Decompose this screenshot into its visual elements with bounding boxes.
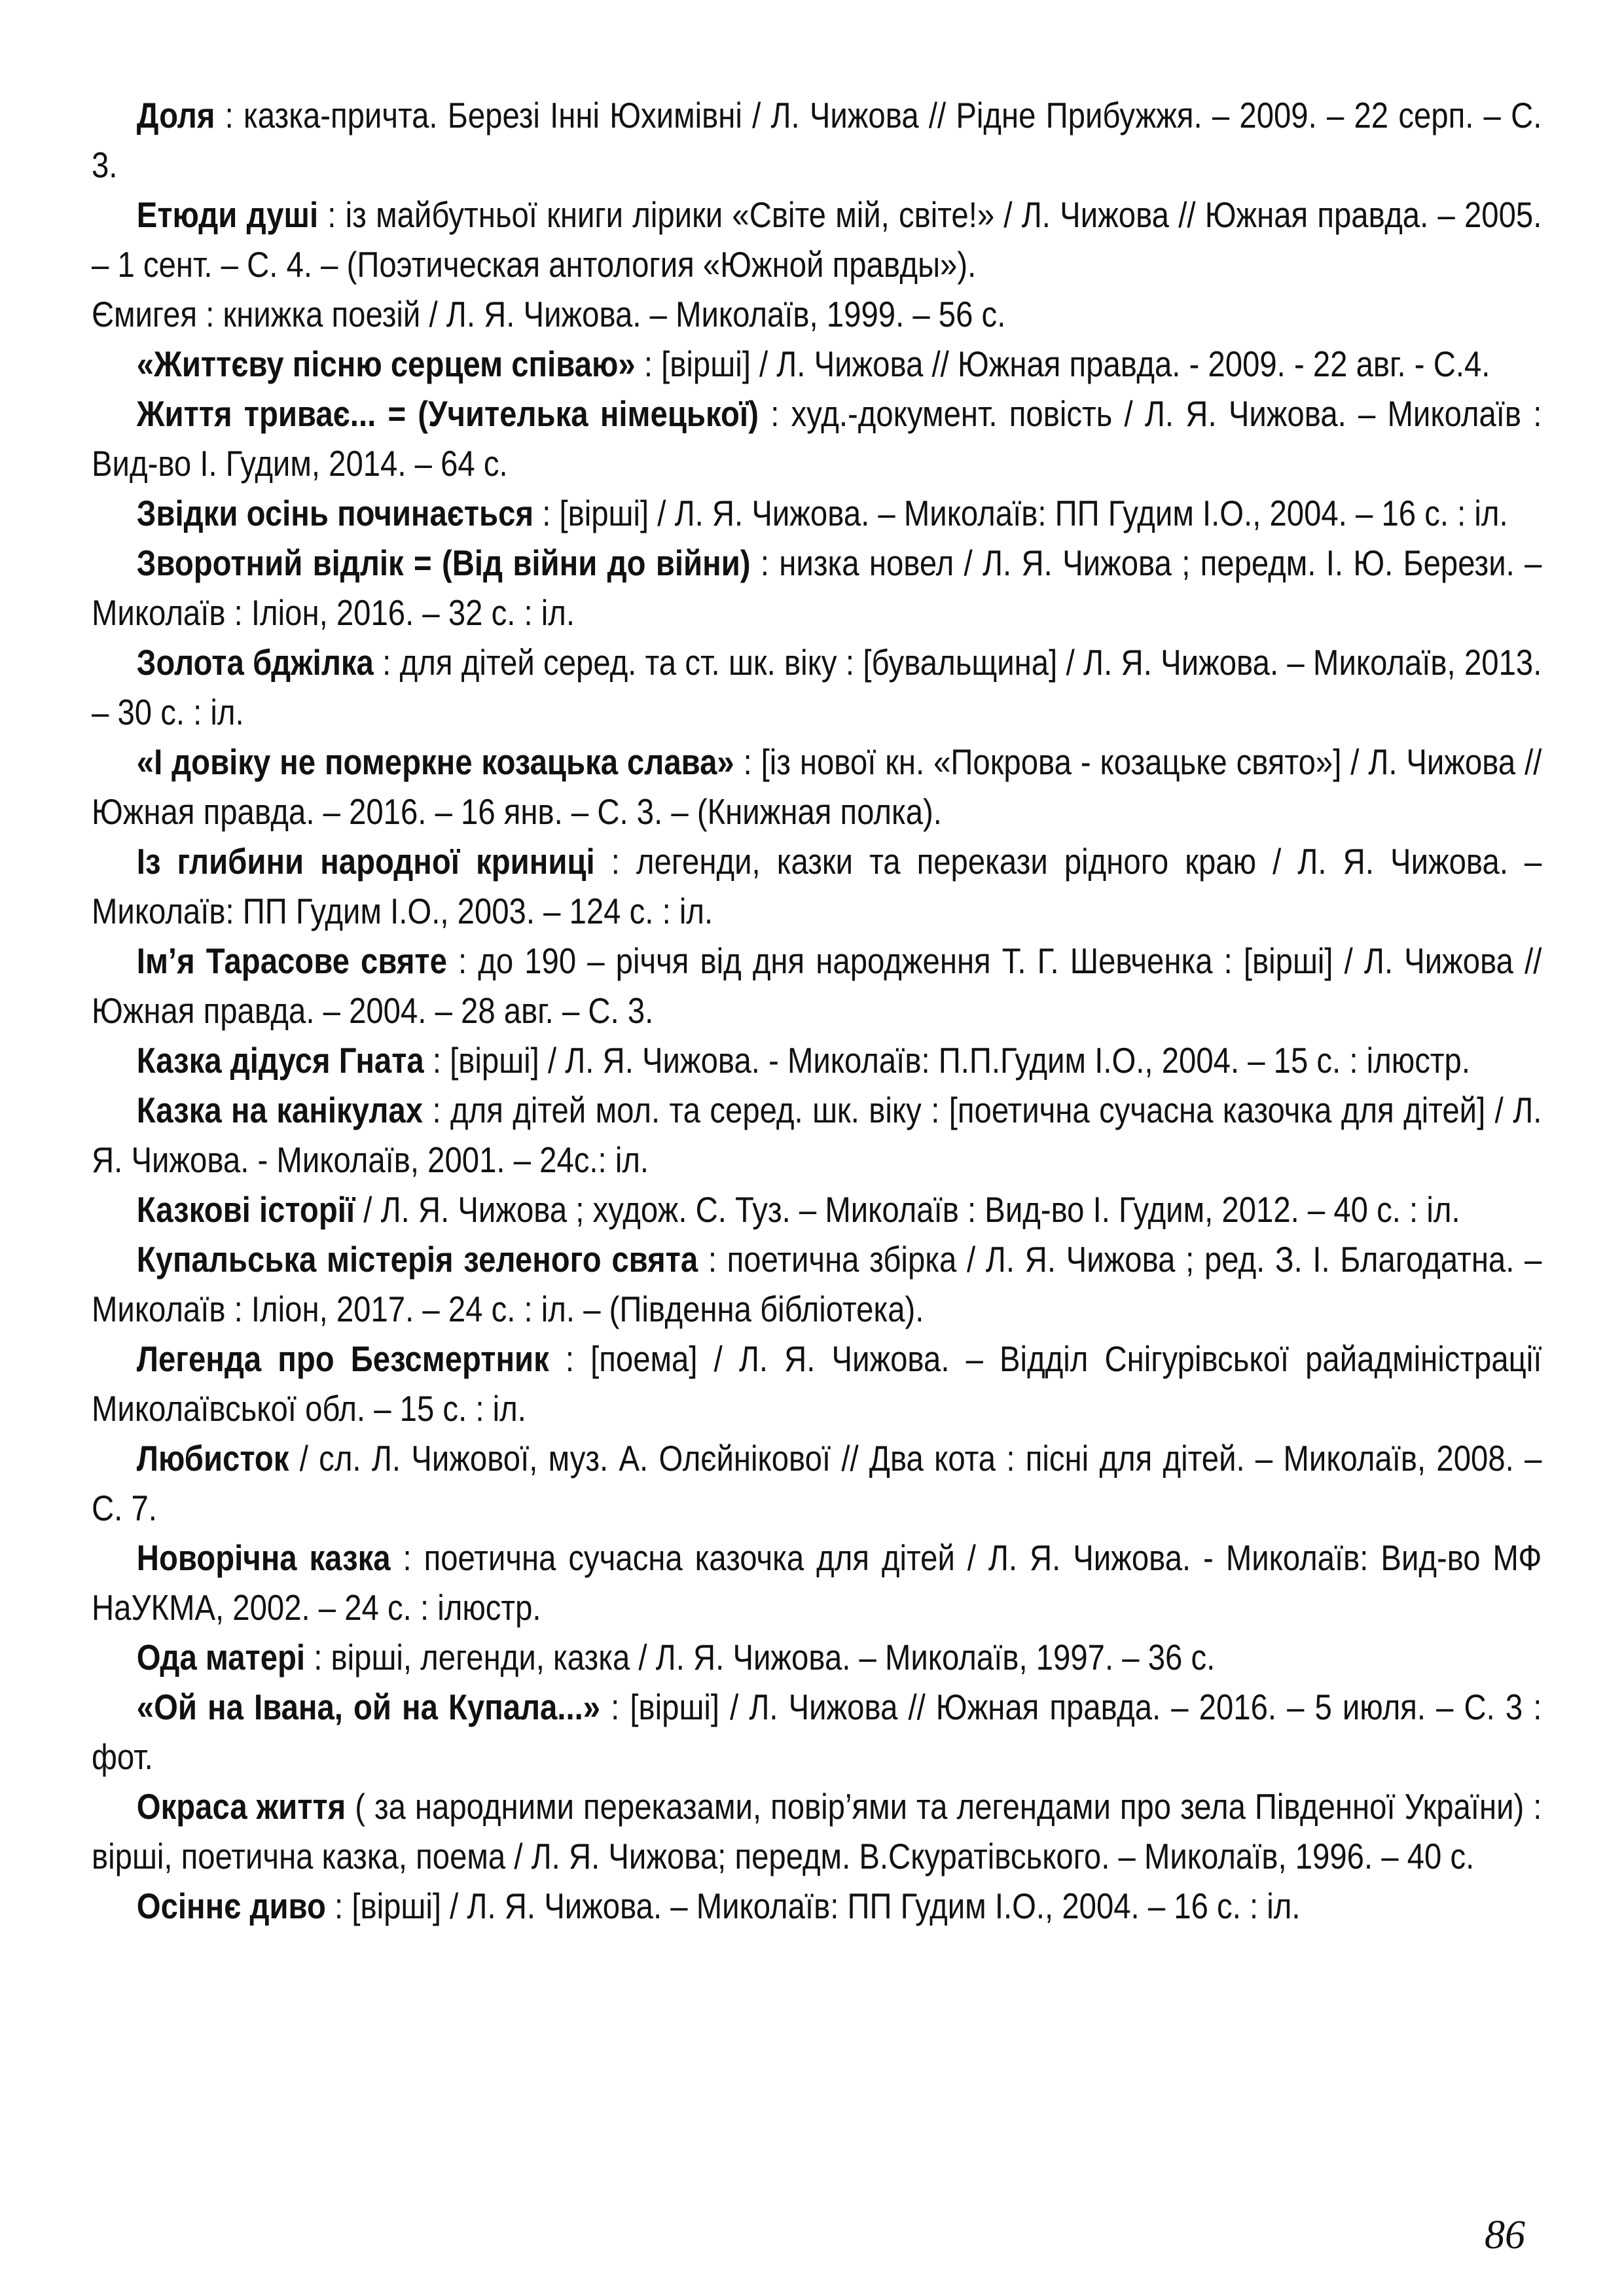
entry-okrasa-zhyttia	[92, 1782, 1542, 1881]
entry-description: : вірші, легенди, казка / Л. Я. Чижова. – Миколаїв, 1997. – 36 с.	[305, 1637, 1216, 1677]
entry-description: / сл. Л. Чижової, муз. А. Олєйнікової // Два кота : пісні для дітей. – Миколаїв, 2008. – С. 7.	[92, 1438, 1542, 1528]
entry-description: : казка-причта. Березі Інні Юхимівні / Л. Чижова // Рідне Прибужжя. – 2009. – 22 серп. – С. 3.	[92, 95, 1542, 185]
entry-zvidky-osin	[92, 488, 1542, 538]
entry-i-doviku	[92, 737, 1542, 836]
entry-title: Ода матері	[136, 1637, 306, 1677]
bibliography-list	[92, 90, 1542, 1931]
entry-title: «Життєву пісню серцем співаю»	[136, 344, 636, 384]
entry-description: : легенди, казки та перекази рідного краю / Л. Я. Чижова. – Миколаїв: ПП Гудим І.О., 2003. – 124 с. : іл.	[92, 841, 1542, 931]
entry-description: : [вірші] / Л. Я. Чижова. – Миколаїв: ПП Гудим І.О., 2004. – 16 с. : іл.	[325, 1886, 1301, 1926]
entry-description: : [вірші] / Л. Я. Чижова. - Миколаїв: П.П.Гудим І.О., 2004. – 15 с. : ілюстр.	[424, 1040, 1470, 1081]
entry-imia-tarasove	[92, 936, 1542, 1035]
entry-title: Окраса життя	[136, 1786, 346, 1827]
entry-description: : для дітей мол. та серед. шк. віку : [поетична сучасна казочка для дітей] / Л. Я. Чижова. - Миколаїв, 2001. – 24с.: іл.	[92, 1090, 1542, 1180]
page-number: 86	[1485, 2213, 1525, 2257]
entry-description: / Л. Я. Чижова ; худож. С. Туз. – Миколаїв : Вид-во І. Гудим, 2012. – 40 с. : іл.	[355, 1189, 1460, 1230]
entry-kupalska-misteriia	[92, 1234, 1542, 1334]
entry-description: : до 190 – річчя від дня народження Т. Г. Шевченка : [вірші] / Л. Чижова // Южная правда. – 2004. – 28 авг. – С. 3.	[92, 941, 1542, 1031]
entry-title: Новорічна казка	[136, 1537, 391, 1578]
entry-novorichna-kazka	[92, 1533, 1542, 1632]
entry-description: : із майбутньої книги лірики «Світе мій, світе!» / Л. Чижова // Южная правда. – 2005. – 1 сент. – С. 4. – (Поэтическая антология «Южной правды»).	[92, 194, 1542, 285]
entry-zvorotnyi-vidlik	[92, 538, 1542, 637]
entry-description: : низка новел / Л. Я. Чижова ; передм. І. Ю. Берези. – Миколаїв : Іліон, 2016. – 32 с. : іл.	[92, 543, 1542, 633]
entry-lehenda-pro-bezsmertnyk	[92, 1334, 1542, 1433]
entry-title: Любисток	[136, 1438, 289, 1479]
entry-description: : худ.-документ. повість / Л. Я. Чижова. – Миколаїв : Вид-во І. Гудим, 2014. – 64 с.	[92, 393, 1542, 484]
entry-description: : для дітей серед. та ст. шк. віку : [бувальщина] / Л. Я. Чижова. – Миколаїв, 2013. – 30 с. : іл.	[92, 642, 1542, 732]
entry-zolota-bdzhilka	[92, 637, 1542, 737]
entry-dolia	[92, 90, 1542, 190]
entry-title: Життя триває... = (Учителька німецької)	[136, 393, 759, 434]
entry-zhyttia-tryvaie	[92, 389, 1542, 488]
entry-description: : [із нової кн. «Покрова - козацьке свято»] / Л. Чижова // Южная правда. – 2016. – 16 янв. – С. 3. – (Книжная полка).	[92, 742, 1542, 832]
entry-description: : поетична сучасна казочка для дітей / Л. Я. Чижова. - Миколаїв: Вид-во МФ НаУКМА, 2002. – 24 с. : ілюстр.	[92, 1537, 1542, 1628]
entry-title: Казка на канікулах	[136, 1090, 424, 1130]
entry-kazkovi-istorii	[92, 1185, 1542, 1234]
entry-title: Легенда про Безсмертник	[136, 1338, 549, 1379]
entry-osinnie-dyvo	[92, 1881, 1542, 1931]
entry-liubystok	[92, 1433, 1542, 1533]
entry-oi-na-ivana	[92, 1682, 1542, 1782]
entry-iz-hlybyny	[92, 836, 1542, 936]
entry-zhyttievu-pisniu	[92, 339, 1542, 389]
entry-description: ( за народними переказами, повір’ями та легендами про зела Південної України) : вірші, поетична казка, поема / Л. Я. Чижова; передм. В.Скуратівського. – Миколаїв, 1996. – 40 с.	[92, 1786, 1542, 1876]
entry-kazka-na-kanikulakh	[92, 1085, 1542, 1185]
entry-title: «Ой на Івана, ой на Купала...»	[136, 1687, 601, 1727]
entry-title: «І довіку не померкне козацька слава»	[136, 742, 734, 782]
entry-title: Казкові історії	[136, 1189, 355, 1230]
entry-description: : [поема] / Л. Я. Чижова. – Відділ Снігурівської райадміністрації Миколаївської обл. – 15 с. : іл.	[92, 1338, 1542, 1429]
entry-yemyheia	[92, 289, 1542, 339]
entry-description: : [вірші] / Л. Чижова // Южная правда. – 2016. – 5 июля. – С. 3 : фот.	[92, 1687, 1542, 1777]
entry-title: Ім’я Тарасове святе	[136, 941, 447, 981]
entry-title: Із глибини народної криниці	[136, 841, 595, 882]
entry-description: : поетична збірка / Л. Я. Чижова ; ред. З. І. Благодатна. – Миколаїв : Іліон, 2017. – 24 с. : іл. – (Південна бібліотека).	[92, 1239, 1542, 1329]
entry-title: Казка дідуся Гната	[136, 1040, 424, 1081]
entry-title: Етюди душі	[136, 194, 319, 235]
entry-description: Ємигея : книжка поезій / Л. Я. Чижова. – Миколаїв, 1999. – 56 с.	[92, 294, 1006, 334]
entry-title: Осіннє диво	[136, 1886, 326, 1926]
entry-title: Доля	[136, 95, 215, 135]
entry-title: Золота бджілка	[136, 642, 374, 683]
entry-description: : [вірші] / Л. Я. Чижова. – Миколаїв: ПП Гудим І.О., 2004. – 16 с. : іл.	[533, 493, 1508, 533]
entry-oda-materi	[92, 1632, 1542, 1682]
entry-description: : [вірші] / Л. Чижова // Южная правда. - 2009. - 22 авг. - С.4.	[635, 344, 1490, 384]
entry-kazka-didusia	[92, 1035, 1542, 1085]
entry-title: Купальська містерія зеленого свята	[136, 1239, 698, 1280]
entry-etiudy-dushi	[92, 190, 1542, 289]
entry-title: Звідки осінь починається	[136, 493, 534, 533]
entry-title: Зворотний відлік = (Від війни до війни)	[136, 543, 751, 583]
